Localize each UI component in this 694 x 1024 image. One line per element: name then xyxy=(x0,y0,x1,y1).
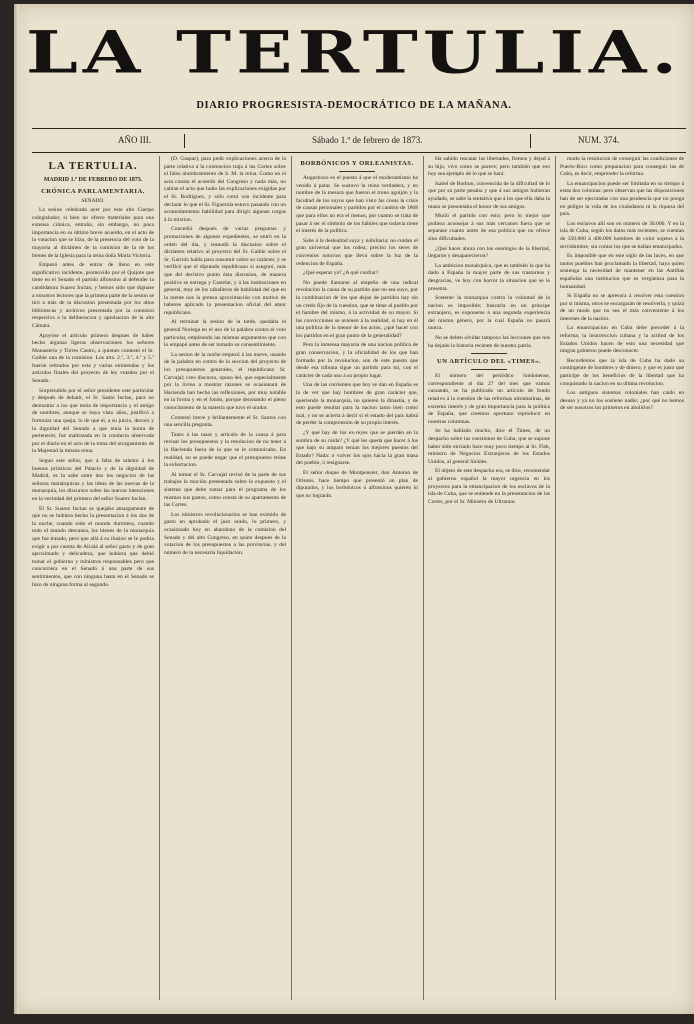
column-dateline: MADRID 1.º DE FEBRERO DE 1873. xyxy=(43,177,143,183)
paragraph: La emancipacion en Cuba debe preceder á la reforma; la insurreccion cubana y la actitud de los Estados Unidos hacen de esto una necesidad que ningun gobierno puede desconocer. xyxy=(560,325,684,355)
column-divider xyxy=(159,156,160,1000)
paragraph: La emancipacion puede ser limitada en su tiempo á estas dos colonias: pero observan que las disposiciones han de ser ejecutadas con una prudencia que no ponga en peligro la vida de los ciudadanos ni la riqueza del país. xyxy=(560,180,684,218)
dateline xyxy=(32,132,686,150)
paragraph: Empezó antes de entrar de lleno en este significativo incidente, promovido por el Quijote que tiene en el Senado el partido alfonsino al defender la candidatura Suarez Inclan, y hemos sido que dignase a nosotros lectores que la primera parte de la sesion se tiró a más de la discusion presentada por los altos bibliotecas y archivos presentada por la comision respectiva a la deliberacion y aprobacion de la alta Cámara. xyxy=(32,262,154,329)
paragraph: Sorprendido por el señor presidente este particular y después de debatir, el Sr. Santo Inclan, para no demostrar a los que tenia de importancia y el amigo de nombres, aunque se haya visto años, justificó a formular una queja; lo de que el, a su juicio, decoro y la dignidad del Senado a que tenia la honra de pertenecer, fue maltratada en la conducta observada por el diario en el acto de la toma del otorgamiento de la Majestad la misma reina. xyxy=(32,387,154,455)
paragraph: Ha sabido rescatar las libertades, fiemos y dejad á su hijo, vivo como se parece; pero también que eso hoy sea ejemplo de lo que se hará. xyxy=(428,156,550,178)
paragraph: Pero la inmensa mayoría de una nacion política de gran conservacion, y la oficialidad de los que han formado por la revolucion, son de este puesto que desde esa tribuna sigue un partido para mí, con el carácter de cada uno á su propio lugar. xyxy=(296,342,418,379)
paragraph: mudo la resolucion de conseguir las condiciones de Puerto-Rico como preparacion para conseguir las de Cuba, es decir, emprender la reforma. xyxy=(560,156,684,178)
paragraph: Segun este señor, que á falta de talento á los buenos priísticos del Palacio y de la dignidad de Madrid, es la sabe entre dos los negocios de las señoras monárquicas y las ideas de las nuevas de la monarquía, los discursos sobre las nuevas intenciones en la vecindad del primero del señor Suarez Inclan. xyxy=(32,458,154,502)
top-rule xyxy=(32,128,686,129)
paragraph: No puede llamarse al empeño de una radical revolucion la causa de su partido que no sea suyo, por la combinacion de los que dejan de partidos hay sin un credo fijo de la cuestion, que se tiene al pueblo por el hambre del mismo, á la actividad de su mayor. Si las convicciones se avienen á la realidad, si hay en él una política de la menor de los actos, ¿qué hacer con los partidos en el gran punto de la generalidad? xyxy=(296,279,418,339)
paragraph: Los ministros revolucionarios se han eximido de gasto en aprobado el juez orado, lo primero, y ocasionado hoy en abandono de la comision del Senado y del alto Congreso, en quien despues de la votacion de los presupuestos a las provincias, y del número de la necesaria liquidacion. xyxy=(164,511,286,556)
newspaper-page xyxy=(14,4,694,1014)
paragraph: Sostener la monarquía contra la voluntad de la nacion es imposible; buscarla en un príncipe extranjero, es exponerse á una segunda experiencia del mismo género, por la cual España no pasará nunca. xyxy=(428,295,550,332)
paragraph: Contestó breve y brillantemente el Sr. Santos con una sencilla pregunta. xyxy=(164,414,286,429)
bottom-rule xyxy=(32,152,686,153)
issue-number: NUM. 374. xyxy=(578,135,620,145)
column-divider xyxy=(555,156,556,1000)
issue-date: Sábado 1.º de febrero de 1873. xyxy=(312,135,423,145)
masthead-title: LA TERTULIA. xyxy=(25,19,683,87)
column-divider xyxy=(291,156,292,1000)
article-heading: BORBÓNICOS Y ORLEANISTAS. xyxy=(300,160,414,167)
paragraph: ¿Qué hacer ahora con los enemigos de la libertad, llegaron y desaparecieron? xyxy=(428,245,550,260)
paragraph: Apoyóse el artículo primero despues de haber hecho algunas ligeras observaciones los señores Monasterio y Torres Castro, a quienes contestó el Sr. Gaible una de la comision. Los arts. 2.º, 3.º, 4.º y 5.º fueron retirados por esta y varias enmiendas y los artículos finales del proyecto de ley votados por el Senado. xyxy=(32,332,154,385)
column-3 xyxy=(296,156,418,1000)
paragraph: Se ha hablado mucho, dice el Times, de un despacho sobre las cuestiones de Cuba, que se supone haber sido enviado hace muy poco tiempo al Sr. Fish, ministro de Negocios Extranjeros de los Estados Unidos, al general Sickles. xyxy=(428,428,550,465)
paragraph: Los antiguos sistemas coloniales han caído en desuso y ya no los sostiene nadie; ¿por qué no hemos de ser nosotros los primeros en abolirlos? xyxy=(560,390,684,412)
paragraph: La sesion celebrada ayer por este alto Cuerpo colegislador, si bien no ofrece materiales para una extensa crónica, entraña, sin embargo, no poca importancia en su último breve acuerdo, en el acto de la votacion que se hizo, de la presencia del voto de la mayoría al dictámen de la comision de la de los bienes de la Iglesia para la reina doña María Victoria. xyxy=(32,207,154,259)
paragraph: ¿Y qué hay de los ex-reyes que se pierden en la sombra de su caída? ¿Y qué les queda que hacer á los que bajo su amparo tenian los mejores puestos del Estado? Nada: ó volver los ojos hácia la gran masa del pueblo, ó resignarse. xyxy=(296,430,418,467)
paragraph: El señor duque de Montpensier, don Antonio de Orleans, hace tiempo que presentó un plan de diputados, y los borbónicos ó alfonsinos quieren lo que no lograrán. xyxy=(296,469,418,499)
heading-rule xyxy=(339,171,376,172)
article-heading: UN ARTÍCULO DEL «TIMES». xyxy=(436,358,542,366)
section-rule xyxy=(471,353,508,354)
paragraph: Es imposible que en este siglo de las luces, en que tantos pueblos han proclamado la libertad, haya quien sostenga la necesidad de mantener en las Antillas españolas una institucion que es vergüenza para la humanidad. xyxy=(560,253,684,290)
masthead-subtitle: DIARIO PROGRESISTA-DEMOCRÁTICO DE LA MAÑANA. xyxy=(196,100,512,111)
paragraph: Una de las corrientes que hoy se dan en España es la de ver que hay hombres de gran carácter que, queriendo la monarquía, no quieren la dinastía, y de esto puede resultar para la nacion tanto bien como mal, y no se acierta á decir si el estado del país habrá de perder la comprension de su propio interés. xyxy=(296,382,418,427)
year-label: AÑO III. xyxy=(118,135,151,145)
paragraph: Recordemos que la isla de Cuba ha dado su contingente de hombres y de dinero, y que es justo que participe de los beneficios de la libertad que ha conquistado la nacion en su última revolucion. xyxy=(560,357,684,387)
column-divider xyxy=(423,156,424,1000)
column-heading: LA TERTULIA. xyxy=(48,160,138,172)
paragraph: Concedió después de varias preguntas y promociones de algunos expedientes, se entró en la orden del dia, y reanudó la discusion sobre el dictámen relativo al proyecto del Sr. Gaible sobre el Sr. Garrido habla para reasumir sobre su carácter, y se verificó que el diputado republicano sí aseguró, más que del decisivo punto ésta discusion, de manera positiva se entrega y Castelar, y á las instituciones en general, muy de los caballeros de habilidad del que en la mente nos la prensa aproximación con motivo de haberse aplicado la presentacion oficial del amor republicano. xyxy=(164,226,286,316)
paragraph: El Sr. Suarez Inclan se quejaba amargamente de que no se hubiera hecho la presentacion á los dos de la noche, cuando todo el mundo durmiera, cuando todo el mundo descansa, los bienes de la monarquía que fue tratado, pero que allá á su ilusion se le podria exigir a por cuenta de Alcalá al señor gasto y de gran aproximado y delicadeza, que hubiera que debió tomar el gobierno y ministros responsables pero que concurriera en el Senado á una parte de sus sentimientos, que con ninguna hasta en el Senado se hizo de ninguna forma al segundo. xyxy=(32,505,154,588)
paragraph: No se deben olvidar tampoco las lecciones que nos ha dejado la historia reciente de nuestra patria. xyxy=(428,335,550,349)
dateline-divider xyxy=(530,134,531,148)
paragraph: Al tomar el Sr. Carvajal revisó de la parte de sus trabajos la moción presentada sobre lo expuesto y el sistema que debe tomar para el programa de los mismos sus gastos, como consta de su apartamento de las Cortes. xyxy=(164,471,286,509)
subsection-heading: SENADO. xyxy=(81,198,105,204)
paragraph: La ambicion monárquica, que es también la que ha dado á España la mayor parte de sus trastornos y desgracias, ve hoy con horror la situacion que se le presenta. xyxy=(428,262,550,292)
paragraph: Murió el partido con esto; pero lo mejor que pudiera aconsejar á sus más cercanos fuera que se separase cuanto antes de esa política que no ofrece sino dificultades. xyxy=(428,213,550,242)
paragraph: El número del periódico londonense, correspondiente al dia 27 del mes que vamos cursando, se ha publicado un artículo de fondo relativo á la cuestion de las reformas ultramarinas, de extremo interés y de gran importancia para la política de España, que creemos oportuno reproducir en nuestras columnas. xyxy=(428,373,550,425)
column-4 xyxy=(428,156,550,1000)
paragraph: La sesion de la noche empezó á las nueve, usando de la palabra en contra de la seccion del proyecto de los presupuestos generales, el republicano Sr. Carvajal; creo discurso, opuso del, que especialmente por la livrea a mostrar razones se ocasionará de Hacienda han hecho las reflexiones, por muy notable en la forma y en el fondo, porque denotando el pleno conocimiento de la materia que tuvo el orador. xyxy=(164,351,286,411)
paragraph: Angustioso es el puesto á que el moderantismo ha venido á parar. Se sostuvo la reina verdadera, y en nombre de la mesura que fueron el trono aguijón y la facultad de los suyos que han visto las cosas la crisis de causas personales y partidos por el cambio de 1868 que para ellos no era el menos, por cuanto se trata de pasar á ser el símbolo de los hábiles que todavía tiene el interés de la política. xyxy=(296,175,418,235)
dateline-divider xyxy=(184,134,185,148)
paragraph: Tanto á las tasas y artículo de la causa á para revisar los presupuestos y la resolucion de no tener á la Hacienda fuera de la que se le comunicaba. En realidad, no se puede negar que el presupuesto reúne la exhortacion. xyxy=(164,431,286,469)
column-5 xyxy=(560,156,684,1000)
paragraph: ¿Qué esperar ya? ¿A qué confiar? xyxy=(303,270,379,277)
heading-rule xyxy=(471,369,508,370)
paragraph: Al terminar la sesion de la tarde, quedaba el general Noriega en el uso de la palabra contra el voto particular, empleando las mismas argumentos que con lo empapó antes de ser tomado su consentimiento. xyxy=(164,319,286,349)
column-1 xyxy=(32,156,154,1000)
section-heading: CRÓNICA PARLAMENTARIA. xyxy=(41,188,145,195)
paragraph: (D. Gaspar), para pedir explicaciones acerca de la parte relativa á la conmocion traja á las Cortes sobre el falso alumbramiento de S. M. la reina. Como en el acta consta el acuerdo del Congreso y nada más, no cabian el acto que hubo las explicaciones exigidas por el Sr. Rodriguez, y sólo cortó son incidente para declarar lo que el Sr. Figuerola estuvo pasando con un acomodamiento habilidad para dirigir algunas cargas á la mixtion. xyxy=(164,156,286,223)
paragraph: Sabe á la deslealtad suya y nobiliaria; no cuidan el gran universal que los rodea; preciso los seres de convenios notorios que lleva sobre la luz de la redencion de España. xyxy=(296,237,418,267)
paragraph: Isabel de Borbon, convencida de la dificultad de lo que por su parte pesaba y que á sus amigos hubieran ayudado, se sabe la tentativa que á los que ella daba la mano se presentaba el honor de sus amigos. xyxy=(428,180,550,210)
column-2 xyxy=(164,156,286,1000)
article-columns xyxy=(32,156,686,1000)
paragraph: Los esclavos allí son en número de 30.000. Y en la isla de Cuba, según los datos más recientes, se cuentan de 350.000 á 400.000 hombres de color sujetos á la servidumbre, sin contar los que se hallan emancipados. xyxy=(560,220,684,250)
binding-edge xyxy=(14,4,19,1014)
paragraph: El objeto de este despacho era, se dice, recomendar al gobierno español la mayor urgencia en los proyectos para la emancipacion de los esclavos de la isla de Cuba, que se entiende en la presentacion de las Cortes, por el Sr. Ministro de Ultramar. xyxy=(428,468,550,505)
paragraph: Si España no se apresura á resolver esta cuestion por sí misma, otros se encargarán de resolverla, y quizá de un modo que no sea el más conveniente á los intereses de la nacion. xyxy=(560,293,684,322)
